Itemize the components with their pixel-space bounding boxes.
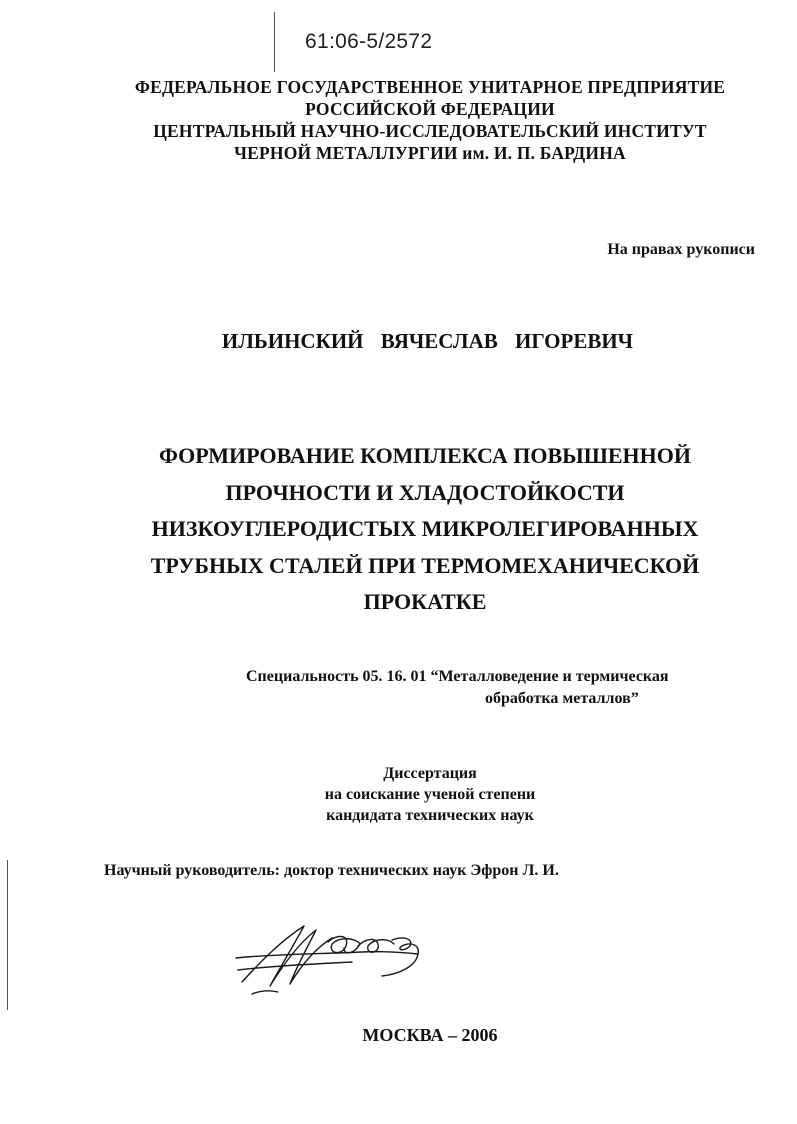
- organization-line: ЧЕРНОЙ МЕТАЛЛУРГИИ им. И. П. БАРДИНА: [234, 143, 626, 163]
- organization-line: ЦЕНТРАЛЬНЫЙ НАУЧНО-ИССЛЕДОВАТЕЛЬСКИЙ ИНСТИТУТ: [153, 121, 707, 141]
- dissertation-title: [60, 438, 790, 621]
- specialty-block: [246, 666, 669, 710]
- organization-header: [60, 76, 797, 164]
- organization-line: ФЕДЕРАЛЬНОЕ ГОСУДАРСТВЕННОЕ УНИТАРНОЕ ПРЕДПРИЯТИЕ: [134, 77, 726, 97]
- title-line: ПРОКАТКЕ: [363, 589, 487, 614]
- author-name: ИЛЬИНСКИЙ ВЯЧЕСЛАВ ИГОРЕВИЧ: [221, 329, 634, 353]
- title-line: НИЗКОУГЛЕРОДИСТЫХ МИКРОЛЕГИРОВАННЫХ: [151, 516, 699, 541]
- scientific-supervisor: Научный руководитель: доктор технических наук Эфрон Л. И.: [104, 862, 559, 879]
- specialty-line: Специальность 05. 16. 01 “Металловедение и термическая: [246, 668, 669, 685]
- signature-icon: [232, 920, 442, 1000]
- specialty-line: обработка металлов”: [485, 690, 639, 707]
- degree-statement: [230, 763, 630, 826]
- title-line: ПРОЧНОСТИ И ХЛАДОСТОЙКОСТИ: [225, 479, 625, 505]
- scan-edge-line-top: [274, 12, 275, 72]
- title-line: ТРУБНЫХ СТАЛЕЙ ПРИ ТЕРМОМЕХАНИЧЕСКОЙ: [150, 552, 700, 578]
- degree-line: на соискание ученой степени: [324, 786, 536, 803]
- degree-line: Диссертация: [383, 765, 477, 782]
- archive-stamp: 61:06-5/2572: [305, 30, 433, 53]
- manuscript-rights-note: На правах рукописи: [607, 241, 755, 258]
- title-line: ФОРМИРОВАНИЕ КОМПЛЕКСА ПОВЫШЕННОЙ: [159, 443, 691, 468]
- scan-edge-line-left: [7, 860, 8, 1010]
- degree-line: кандидата технических наук: [326, 807, 534, 824]
- city-year: МОСКВА – 2006: [362, 1025, 498, 1045]
- organization-line: РОССИЙСКОЙ ФЕДЕРАЦИИ: [305, 99, 555, 119]
